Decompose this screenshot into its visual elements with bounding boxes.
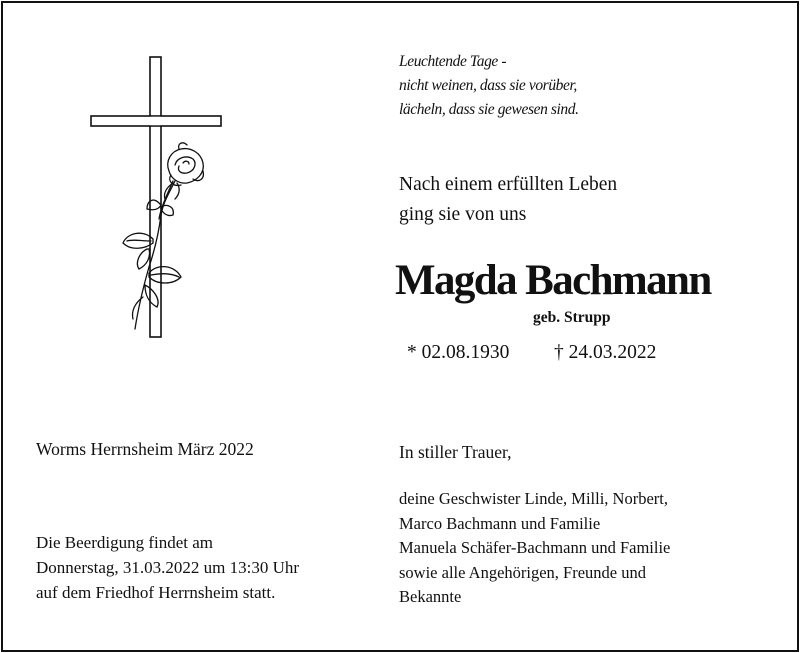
death-date: 24.03.2022: [568, 342, 657, 363]
maiden-name: geb. Strupp: [533, 309, 611, 326]
mourner-line: deine Geschwister Linde, Milli, Norbert,: [399, 489, 668, 508]
intro-line: Nach einem erfüllten Leben: [399, 174, 618, 195]
cross-with-rose-icon: [83, 53, 233, 345]
funeral-line: auf dem Friedhof Herrnsheim statt.: [36, 583, 276, 602]
death-date-line: [554, 340, 656, 366]
deceased-name: Magda Bachmann: [395, 257, 711, 304]
poem-line: Leuchtende Tage -: [399, 53, 507, 70]
intro-line: ging sie von uns: [399, 204, 527, 225]
mourner-line: Manuela Schäfer-Bachmann und Familie: [399, 538, 671, 557]
cross-rose-drawing: [83, 53, 233, 345]
funeral-line: Die Beerdigung findet am: [36, 533, 214, 552]
poem-line: nicht weinen, dass sie vorüber,: [399, 77, 577, 94]
poem-line: lächeln, dass sie gewesen sind.: [399, 101, 579, 118]
greeting: In stiller Trauer,: [399, 442, 512, 462]
funeral-line: Donnerstag, 31.03.2022 um 13:30 Uhr: [36, 558, 300, 577]
funeral-notice: [36, 530, 299, 605]
mourner-line: sowie alle Angehörigen, Freunde und: [399, 562, 646, 582]
mourners-list: [399, 487, 670, 610]
place-date: Worms Herrnsheim März 2022: [36, 439, 254, 459]
dagger-icon: †: [554, 342, 564, 363]
mourner-line: Marco Bachmann und Familie: [399, 513, 601, 533]
intro-text: [399, 170, 617, 230]
mourner-line: Bekannte: [399, 587, 462, 606]
birth-date: * 02.08.1930: [407, 342, 510, 363]
poem: [399, 50, 579, 122]
obituary-card: [1, 1, 799, 652]
